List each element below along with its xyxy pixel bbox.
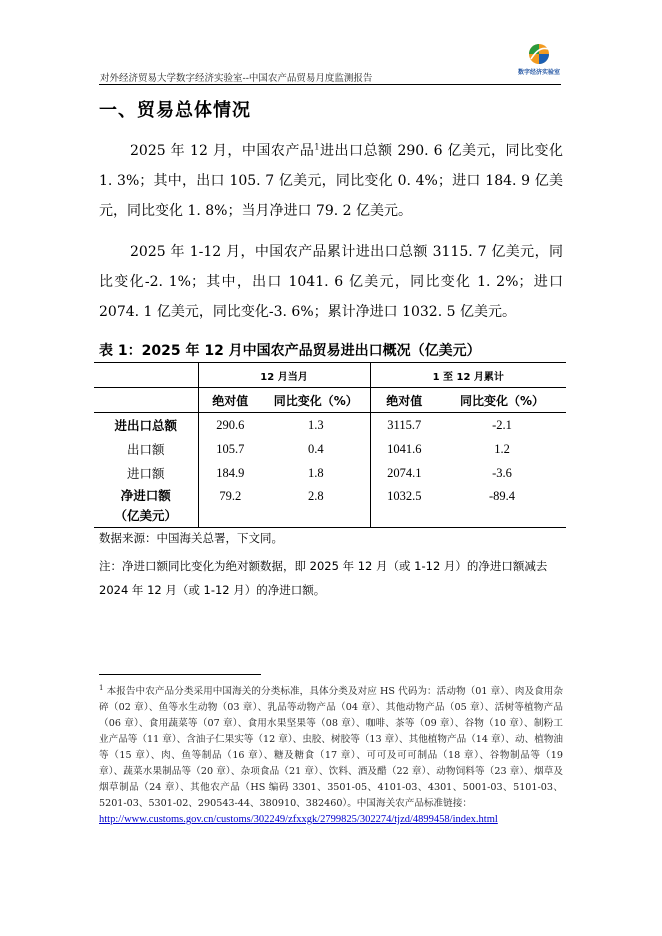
row-label-net-import-line2: （亿美元） <box>114 508 177 523</box>
table-row <box>94 413 566 438</box>
footnote <box>99 684 563 828</box>
col-header-ytd-abs: 绝对值 <box>370 388 438 413</box>
table-row <box>94 461 566 485</box>
trade-summary-table <box>94 362 566 528</box>
cell-net-month-yoy: 2.8 <box>262 485 370 528</box>
cell-import-month-abs: 184.9 <box>198 461 262 485</box>
cell-export-month-yoy: 0.4 <box>307 441 324 456</box>
row-label-net-import-line1: 净进口额 <box>120 488 171 503</box>
paragraph-monthly-part-a: 2025 年 12 月，中国农产品 <box>130 143 315 159</box>
row-label-import: 进口额 <box>126 466 165 481</box>
col-header-month-yoy: 同比变化（%） <box>262 388 370 413</box>
cell-total-ytd-abs: 3115.7 <box>370 413 438 438</box>
header-rule <box>99 84 561 85</box>
cell-net-month-abs: 79.2 <box>198 485 262 528</box>
cell-total-month-abs: 290.6 <box>198 413 262 438</box>
data-source: 数据来源：中国海关总署，下文同。 <box>99 531 283 545</box>
page-header-text: 对外经济贸易大学数字经济实验室--中国农产品贸易月度监测报告 <box>100 73 373 84</box>
paragraph-monthly-part-b: 进出口总额 290. 6 亿美元，同比变化 1. 3%；其中，出口 105. 7 亿美元，同比变化 0. 4%；进口 184. 9 亿美元，同比变化 1. 8%；当月净进口 79. 2 亿美元。 <box>99 143 563 219</box>
group-header-month: 12 月当月 <box>198 363 370 388</box>
row-label-total: 进出口总额 <box>114 418 177 433</box>
table-title: 表 1：2025 年 12 月中国农产品贸易进出口概况（亿美元） <box>99 343 481 359</box>
cell-import-ytd-yoy: -3.6 <box>492 465 512 480</box>
customs-standard-link[interactable]: http://www.customs.gov.cn/customs/302249/zfxxgk/2799825/302274/tjzd/4899458/index.html <box>99 814 498 825</box>
group-header-ytd: 1 至 12 月累计 <box>370 363 566 388</box>
table-row <box>94 437 566 461</box>
cell-total-month-yoy: 1.3 <box>307 417 324 432</box>
paragraph-monthly <box>99 136 563 226</box>
footnote-marker: 1 <box>99 683 104 692</box>
cell-export-ytd-abs: 1041.6 <box>370 437 438 461</box>
col-header-ytd-yoy: 同比变化（%） <box>438 388 566 413</box>
logo <box>516 42 562 82</box>
globe-logo-icon <box>526 42 552 66</box>
section-title: 一、贸易总体情况 <box>99 100 251 121</box>
row-label-net-import <box>94 485 198 528</box>
footnote-ref[interactable]: 1 <box>314 142 320 152</box>
table-column-header-row <box>94 388 566 413</box>
footnote-text: 本报告中农产品分类采用中国海关的分类标准，具体分类及对应 HS 代码为：活动物（01 章）、肉及食用杂碎（02 章）、鱼等水生动物（03 章）、乳品等动物产品（04 章）、其他动物产品（05 章）、活树等植物产品（06 章）、食用蔬菜等（07 章）、食用水果坚果等（08 章）、咖啡、茶等（09 章）、谷物（10 章）、制粉工业产品等（11 章）、含油子仁果实等（12 章）、虫胶、树胶等（13 章）、其他植物产品（14 章）、动、植物油等（15 章）、肉、鱼等制品（16 章）、糖及糖食（17 章）、可可及可可制品（18 章）、谷物制品等（19 章）、蔬菜水果制品等（20 章）、杂项食品（21 章）、饮料、酒及醋（22 章）、动物饲料等（23 章）、烟草及烟草制品（24 章）、其他农产品（HS 编码 3301、3501-05、4101-03、4301、5001-03、5101-03、5201-03、5301-02、290543-44、380910、382460）。中国海关农产品标准链接： <box>99 686 563 809</box>
table-note: 注：净进口额同比变化为绝对额数据，即 2025 年 12 月（或 1-12 月）的净进口额减去 2024 年 12 月（或 1-12 月）的净进口额。 <box>99 559 548 597</box>
row-label-export: 出口额 <box>126 442 165 457</box>
paragraph-ytd: 2025 年 1-12 月，中国农产品累计进出口总额 3115. 7 亿美元，同比变化-2. 1%；其中，出口 1041. 6 亿美元，同比变化 1. 2%；进口 2074. 1 亿美元，同比变化-3. 6%；累计净进口 1032. 5 亿美元。 <box>99 244 563 320</box>
cell-net-ytd-yoy: -89.4 <box>438 485 566 528</box>
cell-export-ytd-yoy: 1.2 <box>494 441 510 456</box>
cell-total-ytd-yoy: -2.1 <box>492 417 512 432</box>
cell-import-ytd-abs: 2074.1 <box>370 461 438 485</box>
cell-net-ytd-abs: 1032.5 <box>370 485 438 528</box>
table-corner-cell <box>94 363 198 388</box>
table-corner-cell-2 <box>94 388 198 413</box>
table-row <box>94 485 566 528</box>
cell-export-month-abs: 105.7 <box>198 437 262 461</box>
table-group-header-row <box>94 363 566 388</box>
footnote-rule <box>99 674 261 675</box>
logo-text: 数字经济实验室 <box>517 69 560 76</box>
col-header-month-abs: 绝对值 <box>198 388 262 413</box>
cell-import-month-yoy: 1.8 <box>307 465 324 480</box>
